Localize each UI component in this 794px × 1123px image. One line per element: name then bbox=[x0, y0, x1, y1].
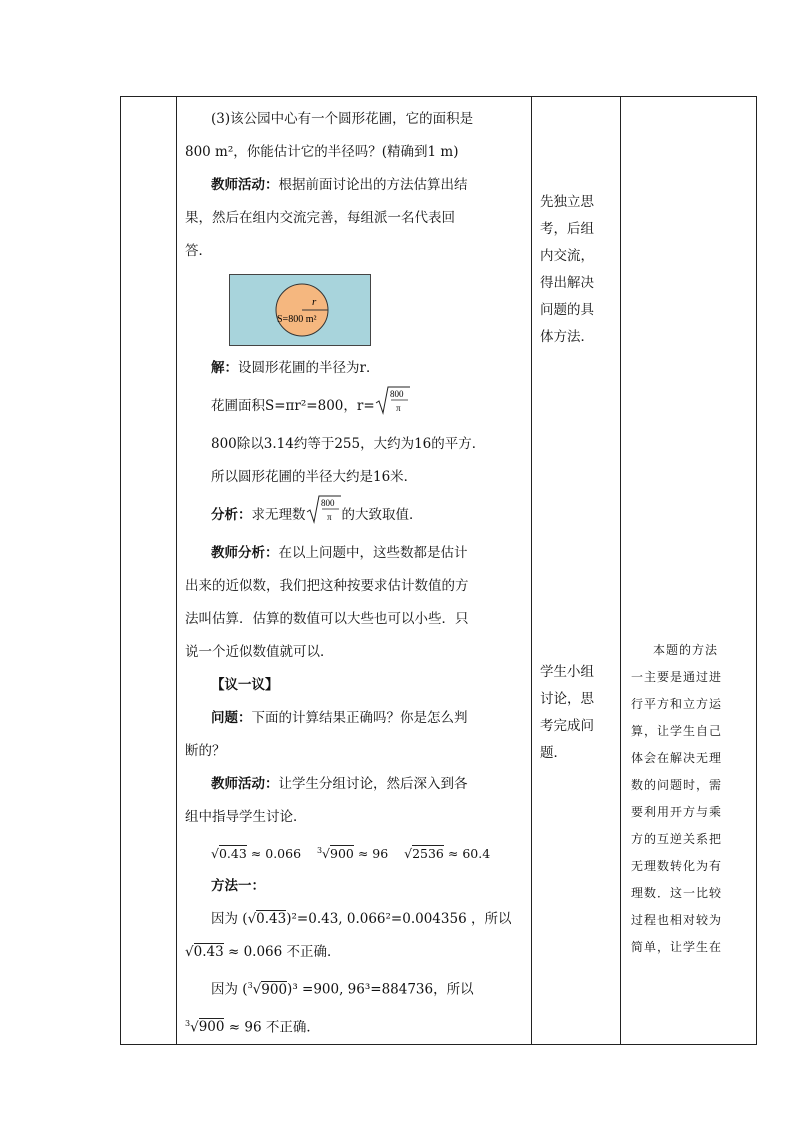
svg-text:π: π bbox=[395, 403, 401, 413]
lesson-table bbox=[120, 96, 757, 1045]
svg-text:π: π bbox=[326, 512, 332, 522]
teacher-analysis-line: 教师分析：在以上问题中，这些数都是估计 bbox=[211, 545, 468, 561]
analysis-line: 分析：求无理数 800 π 的大致取值． bbox=[211, 494, 523, 537]
column-content: (3)该公园中心有一个圆形花圃，它的面积是 800 m²，你能估计它的半径吗？(精确到1 m) 教师活动：根据前面讨论出的方法估算出结 果，然后在组内交流完善，每组派一名代表回 答． r S=800 m² 解：设圆形花圃的半径为r． 花圃面积S=πr²=800，r= 800 π 800除以3.14约等于255，大约为16的平方． 所以圆形花圃的半径大约是16米． 分析：求无理数 800 π 的大致取值． 教师分析：在以上问题中，这些数都是估计 出来的近似数，我们把这种按要求估计数值的方 法叫估算．估算的数值可以大些也可以小些．只 说一个近似数值就可以． 【议一议】 问题：下面的计算结果正确吗？你是怎么判 断的？ 教师活动：让学生分组讨论，然后深入到各 组中指导学生讨论． √0.43 ≈ 0.066 $^3$√900 ≈ 96 √2536 ≈ 60.4 方法一： 因为 (√0.43)²=0.43, 0.066²=0.004356 ，所以 √0.43 ≈ 0.066 不正确． 因为 ($^3$√900)³ =900, 96³=884736，所以 $^3$√900 ≈ 96 不正确． bbox=[177, 97, 532, 1045]
problem-line-2: 800 m²，你能估计它的半径吗？(精确到1 m) bbox=[185, 144, 459, 160]
method1-line-4: $^3$√900 ≈ 96 不正确． bbox=[185, 1018, 320, 1036]
method1-line-2: √0.43 ≈ 0.066 不正确． bbox=[185, 944, 341, 961]
radius-label: r bbox=[312, 296, 317, 308]
solution-line-2: 花圃面积S=πr²=800，r= 800 π bbox=[211, 385, 523, 428]
teacher-activity-label: 教师活动： bbox=[211, 177, 279, 193]
circle-svg bbox=[230, 275, 370, 345]
solution-line-3: 800除以3.14约等于255，大约为16的平方． bbox=[211, 436, 486, 452]
teacher-activity-line: 教师活动：根据前面讨论出的方法估算出结 bbox=[211, 177, 468, 193]
student-block-1: 先独立思 考，后组 内交流， 得出解决 问题的具 体方法． bbox=[540, 194, 594, 345]
column-design-intent: 本题的方法 一主要是通过进 行平方和立方运 算，让学生自己 体会在解决无理 数的问题时，需 要利用开方与乘 方的互逆关系把 无理数转化为有 理数．这一比较 过程也相对较为 简单，让学生在 bbox=[621, 97, 757, 1045]
problem-line-1: (3)该公园中心有一个圆形花圃，它的面积是 bbox=[211, 111, 474, 127]
circle-figure bbox=[229, 274, 371, 346]
sqrt-fraction bbox=[375, 385, 411, 428]
method1-label: 方法一： bbox=[211, 878, 265, 895]
solution-line-1: 解：设圆形花圃的半径为r． bbox=[211, 360, 380, 376]
expressions-line: √0.43 ≈ 0.066 $^3$√900 ≈ 96 √2536 ≈ 60.4 bbox=[211, 846, 491, 862]
sqrt-fraction-2 bbox=[306, 494, 342, 537]
method1-line-3: 因为 ($^3$√900)³ =900, 96³=884736，所以 bbox=[211, 981, 474, 998]
discuss-title: 【议一议】 bbox=[211, 677, 279, 693]
svg-text:800: 800 bbox=[389, 389, 404, 399]
column-empty bbox=[121, 97, 177, 1045]
svg-text:800: 800 bbox=[320, 498, 334, 508]
solution-line-4: 所以圆形花圃的半径大约是16米． bbox=[211, 469, 418, 485]
question-line: 问题：下面的计算结果正确吗？你是怎么判 bbox=[211, 710, 468, 726]
teacher-activity2-line: 教师活动：让学生分组讨论，然后深入到各 bbox=[211, 776, 468, 792]
student-block-2: 学生小组 讨论，思 考完成问 题． bbox=[540, 664, 594, 761]
column-student-activity bbox=[532, 97, 621, 1045]
area-label: S=800 m² bbox=[277, 314, 317, 325]
method1-line-1: 因为 (√0.43)²=0.43, 0.066²=0.004356 ，所以 bbox=[211, 911, 512, 928]
